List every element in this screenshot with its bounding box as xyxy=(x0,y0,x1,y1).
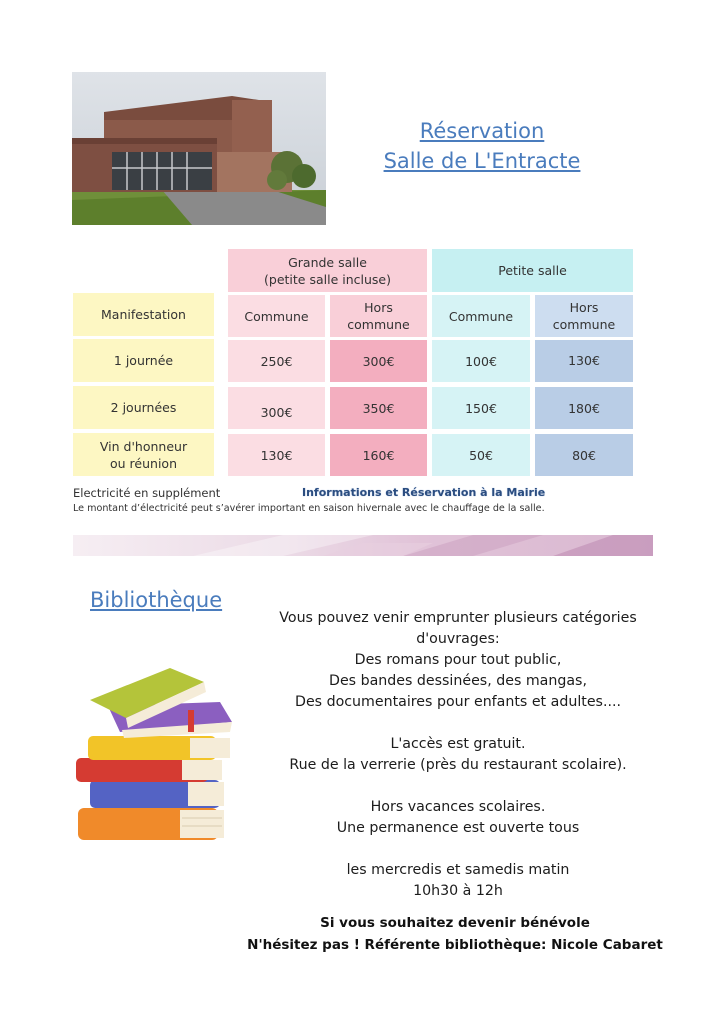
text-line: Des bandes dessinées, des mangas, xyxy=(329,673,587,689)
reservation-title xyxy=(340,116,624,176)
bibliotheque-description xyxy=(258,608,658,902)
header-gs-hors-commune: Hors commune xyxy=(330,295,427,337)
section-divider xyxy=(73,535,653,556)
price-cell: 160€ xyxy=(330,434,427,476)
row-label: 2 journées xyxy=(73,386,214,429)
text-line: Des documentaires pour enfants et adultes.... xyxy=(295,694,621,710)
header-gs-commune: Commune xyxy=(228,295,325,337)
books-stack-icon xyxy=(70,660,240,850)
text-line: Rue de la verrerie (près du restaurant scolaire). xyxy=(289,757,627,773)
header-manifestation: Manifestation xyxy=(73,293,214,336)
text-line: Hors vacances scolaires. xyxy=(370,799,546,815)
bibliotheque-title: Bibliothèque xyxy=(90,588,223,612)
price-cell: 80€ xyxy=(535,434,633,476)
text-line: N'hésitez pas ! Référente bibliothèque: Nicole Cabaret xyxy=(247,937,663,953)
building-photo xyxy=(72,72,326,225)
title-line-1: Réservation xyxy=(419,119,545,143)
price-cell: 180€ xyxy=(535,387,633,429)
price-cell: 50€ xyxy=(432,434,530,476)
electricity-note: Electricité en supplément xyxy=(73,486,221,500)
price-cell: 100€ xyxy=(432,340,530,382)
electricity-cost-note: Le montant d’électricité peut s’avérer important en saison hivernale avec le chauffage de la salle. xyxy=(73,503,545,514)
text-line: Des romans pour tout public, xyxy=(354,652,562,668)
text-line: Vous pouvez venir emprunter plusieurs catégories xyxy=(279,610,637,626)
price-cell: 300€ xyxy=(330,340,427,382)
text-line: 10h30 à 12h xyxy=(413,883,503,899)
mairie-info: Informations et Réservation à la Mairie xyxy=(302,486,546,499)
price-cell: 150€ xyxy=(432,387,530,429)
text-line: Une permanence est ouverte tous xyxy=(336,820,580,836)
benevole-callout xyxy=(205,912,705,956)
price-cell: 300€ xyxy=(228,387,325,429)
header-ps-hors-commune: Hors commune xyxy=(535,295,633,337)
price-cell: 350€ xyxy=(330,387,427,429)
title-line-2: Salle de L'Entracte xyxy=(383,149,581,173)
row-label: Vin d'honneur ou réunion xyxy=(73,433,214,476)
price-cell: 130€ xyxy=(228,434,325,476)
text-line: L'accès est gratuit. xyxy=(390,736,526,752)
header-ps-commune: Commune xyxy=(432,295,530,337)
header-grande-salle: Grande salle (petite salle incluse) xyxy=(228,249,427,292)
row-label: 1 journée xyxy=(73,339,214,382)
text-line: Si vous souhaitez devenir bénévole xyxy=(320,915,590,931)
text-line: les mercredis et samedis matin xyxy=(346,862,570,878)
header-petite-salle: Petite salle xyxy=(432,249,633,292)
price-cell: 250€ xyxy=(228,340,325,382)
text-line: d'ouvrages: xyxy=(416,631,500,647)
price-cell: 130€ xyxy=(535,340,633,382)
